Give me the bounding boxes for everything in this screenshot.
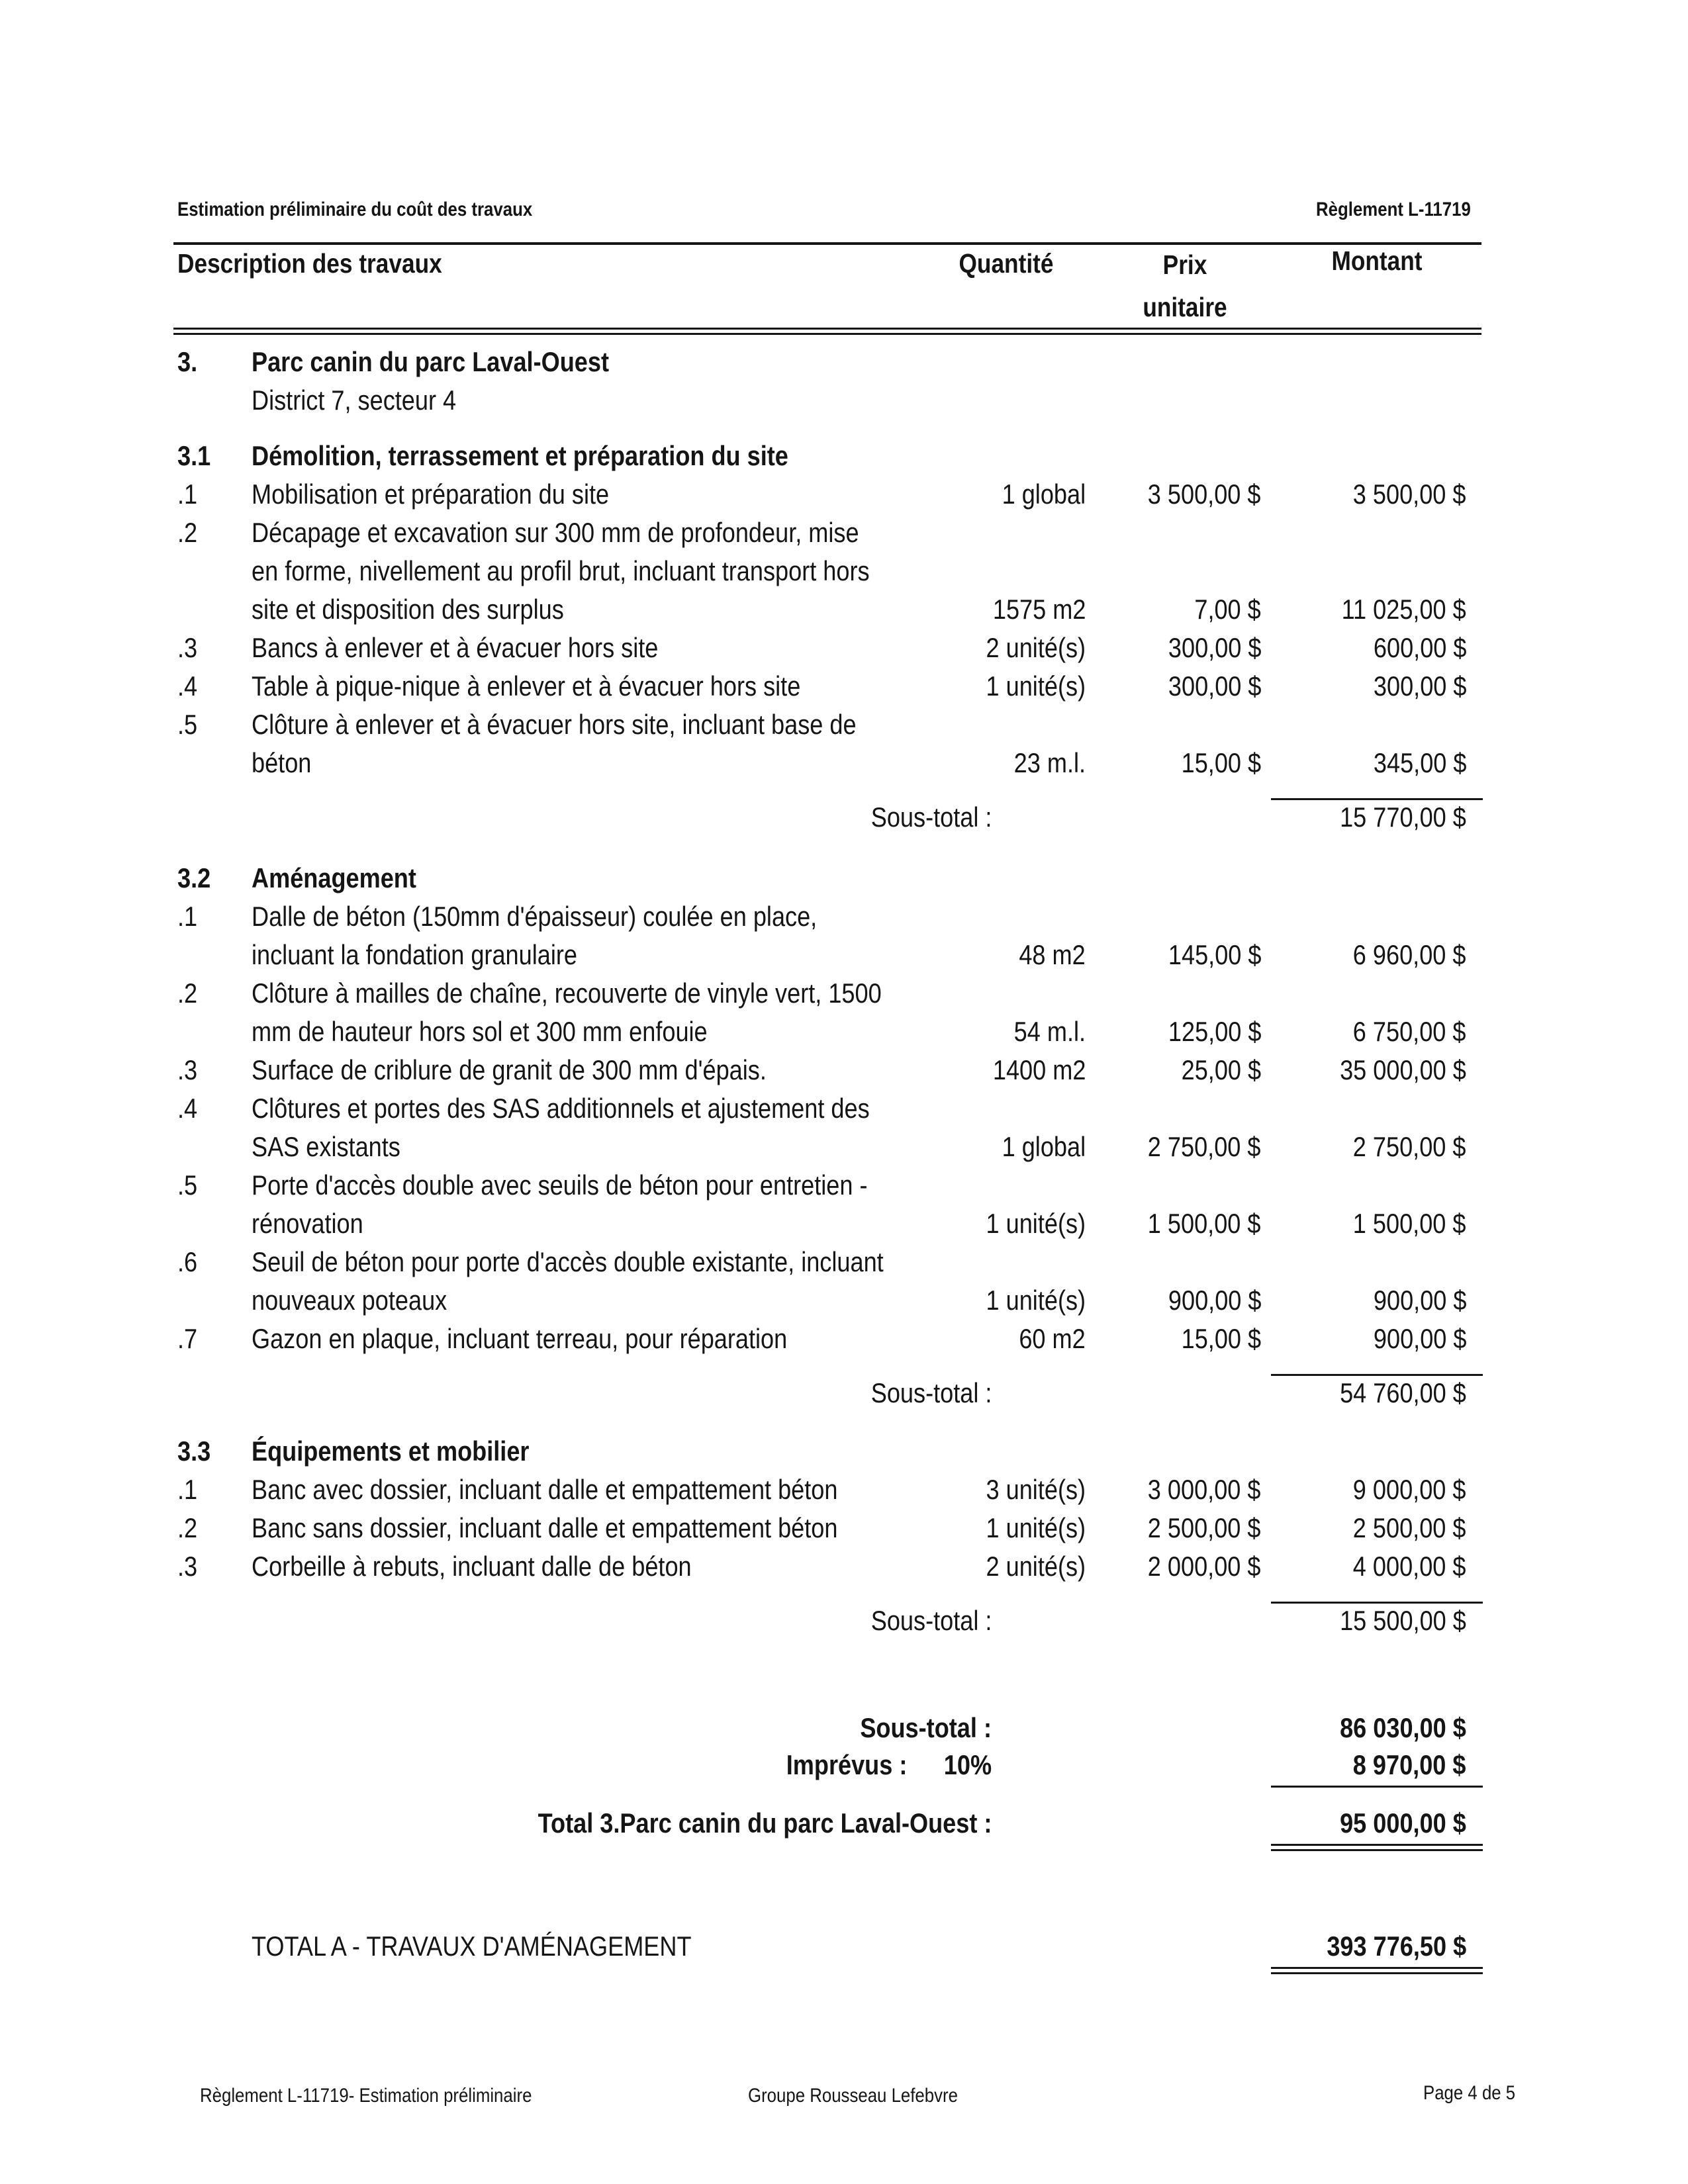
item-number: .2 (177, 517, 198, 548)
item-amount: 4 000,00 $ (1353, 1551, 1466, 1582)
group-number: 3.3 (177, 1435, 211, 1467)
item-number: .1 (177, 478, 198, 510)
item-number: .3 (177, 1551, 198, 1582)
item-amount: 35 000,00 $ (1340, 1054, 1466, 1085)
item-description-line: site et disposition des surplus (252, 594, 564, 625)
subtotal-amount: 15 770,00 $ (1340, 801, 1466, 833)
item-description-line: béton (252, 747, 312, 778)
item-description-line: Banc avec dossier, incluant dalle et empattement béton (252, 1474, 838, 1505)
item-description-line: Banc sans dossier, incluant dalle et empattement béton (252, 1512, 838, 1543)
item-unit-price: 1 500,00 $ (1148, 1208, 1261, 1239)
item-amount: 900,00 $ (1373, 1285, 1466, 1316)
grand-total-value: 393 776,50 $ (1327, 1931, 1466, 1962)
subtotal-label: Sous-total : (870, 1605, 992, 1636)
item-unit-price: 300,00 $ (1168, 632, 1261, 663)
column-quantity: Quantité (959, 248, 1054, 279)
item-description-line: Seuil de béton pour porte d'accès double existante, incluant (252, 1246, 884, 1277)
item-description-line: en forme, nivellement au profil brut, incluant transport hors (252, 555, 870, 586)
item-number: .1 (177, 1474, 198, 1505)
item-quantity: 3 unité(s) (986, 1474, 1086, 1505)
item-number: .3 (177, 1054, 198, 1085)
item-number: .6 (177, 1246, 198, 1277)
item-amount: 300,00 $ (1373, 670, 1466, 702)
column-unit-price-line2: unitaire (1143, 292, 1227, 322)
section-total-rule-1 (1271, 1844, 1483, 1846)
contingency-label: Imprévus : (786, 1749, 907, 1780)
item-description-line: rénovation (252, 1208, 363, 1239)
grand-total-rule-1 (1271, 1967, 1483, 1969)
item-quantity: 1 unité(s) (986, 1285, 1086, 1316)
group-title: Équipements et mobilier (252, 1435, 530, 1467)
item-quantity: 48 m2 (1019, 939, 1086, 970)
summary-subtotal: 86 030,00 $ (1340, 1712, 1466, 1743)
subtotal-label: Sous-total : (870, 1377, 992, 1408)
contingency-percent: 10% (943, 1749, 992, 1780)
section-total-rule-2 (1271, 1849, 1483, 1851)
footer-page-number: Page 4 de 5 (1423, 2082, 1516, 2104)
item-quantity: 54 m.l. (1013, 1016, 1086, 1047)
group-number: 3.1 (177, 440, 211, 471)
column-amount: Montant (1331, 246, 1423, 276)
item-unit-price: 900,00 $ (1168, 1285, 1261, 1316)
item-description-line: mm de hauteur hors sol et 300 mm enfouie (252, 1016, 708, 1047)
column-rule-1 (173, 328, 1481, 330)
item-quantity: 1 unité(s) (986, 1208, 1086, 1239)
item-amount: 6 960,00 $ (1353, 939, 1466, 970)
subtotal-amount: 15 500,00 $ (1340, 1605, 1466, 1636)
item-quantity: 2 unité(s) (986, 1551, 1086, 1582)
item-description-line: Bancs à enlever et à évacuer hors site (252, 632, 659, 663)
item-amount: 2 750,00 $ (1353, 1131, 1466, 1162)
item-amount: 6 750,00 $ (1353, 1016, 1466, 1047)
item-amount: 11 025,00 $ (1341, 594, 1466, 625)
item-amount: 9 000,00 $ (1353, 1474, 1466, 1505)
contingency-amount: 8 970,00 $ (1353, 1749, 1466, 1780)
item-quantity: 1 unité(s) (986, 1512, 1086, 1543)
item-unit-price: 2 000,00 $ (1148, 1551, 1261, 1582)
item-description-line: Gazon en plaque, incluant terreau, pour réparation (252, 1323, 788, 1354)
item-amount: 900,00 $ (1373, 1323, 1466, 1354)
item-unit-price: 2 750,00 $ (1148, 1131, 1261, 1162)
subtotal-label: Sous-total : (870, 801, 992, 833)
summary-rule (1271, 1786, 1483, 1788)
item-description-line: Décapage et excavation sur 300 mm de profondeur, mise (252, 517, 859, 548)
item-description-line: nouveaux poteaux (252, 1285, 447, 1316)
item-amount: 2 500,00 $ (1353, 1512, 1466, 1543)
item-description-line: Dalle de béton (150mm d'épaisseur) coulée en place, (252, 901, 818, 932)
item-number: .3 (177, 632, 198, 663)
item-quantity: 1575 m2 (992, 594, 1086, 625)
column-unit-price-line1: Prix (1162, 250, 1207, 280)
item-amount: 345,00 $ (1373, 747, 1466, 778)
column-description: Description des travaux (177, 248, 442, 279)
item-description-line: incluant la fondation granulaire (252, 939, 577, 970)
item-quantity: 23 m.l. (1013, 747, 1086, 778)
item-description-line: Clôture à enlever et à évacuer hors site, incluant base de (252, 709, 857, 740)
summary-subtotal-label: Sous-total : (860, 1712, 992, 1743)
item-number: .4 (177, 1093, 198, 1124)
item-quantity: 1 unité(s) (986, 670, 1086, 702)
section-subtitle: District 7, secteur 4 (252, 385, 457, 416)
item-unit-price: 125,00 $ (1168, 1016, 1261, 1047)
group-title: Démolition, terrassement et préparation du site (252, 440, 788, 471)
item-number: .7 (177, 1323, 198, 1354)
item-quantity: 1400 m2 (992, 1054, 1086, 1085)
item-description-line: Table à pique-nique à enlever et à évacuer hors site (252, 670, 801, 702)
item-number: .4 (177, 670, 198, 702)
group-title: Aménagement (252, 862, 416, 893)
item-quantity: 2 unité(s) (986, 632, 1086, 663)
item-description-line: Corbeille à rebuts, incluant dalle de béton (252, 1551, 692, 1582)
footer-firm: Groupe Rousseau Lefebvre (748, 2085, 958, 2107)
item-number: .5 (177, 709, 198, 740)
footer-bylaw: Règlement L-11719- Estimation préliminaire (200, 2085, 532, 2107)
item-description-line: Mobilisation et préparation du site (252, 478, 610, 510)
section-title: Parc canin du parc Laval-Ouest (252, 346, 609, 377)
group-number: 3.2 (177, 862, 211, 893)
item-description-line: Clôture à mailles de chaîne, recouverte de vinyle vert, 1500 (252, 978, 882, 1009)
item-number: .1 (177, 901, 198, 932)
item-number: .5 (177, 1169, 198, 1201)
item-description-line: Clôtures et portes des SAS additionnels et ajustement des (252, 1093, 870, 1124)
column-rule-2 (173, 333, 1481, 335)
item-unit-price: 3 500,00 $ (1148, 478, 1261, 510)
item-unit-price: 15,00 $ (1181, 1323, 1261, 1354)
item-number: .2 (177, 1512, 198, 1543)
item-unit-price: 25,00 $ (1181, 1054, 1261, 1085)
bylaw-reference: Règlement L-11719 (1316, 199, 1471, 220)
item-unit-price: 7,00 $ (1194, 594, 1261, 625)
item-amount: 1 500,00 $ (1353, 1208, 1466, 1239)
item-unit-price: 3 000,00 $ (1148, 1474, 1261, 1505)
item-unit-price: 15,00 $ (1181, 747, 1261, 778)
item-quantity: 60 m2 (1019, 1323, 1086, 1354)
item-description-line: Porte d'accès double avec seuils de béton pour entretien - (252, 1169, 868, 1201)
section-total: 95 000,00 $ (1340, 1807, 1466, 1839)
grand-total-label: TOTAL A - TRAVAUX D'AMÉNAGEMENT (252, 1931, 692, 1962)
item-unit-price: 145,00 $ (1168, 939, 1261, 970)
grand-total-rule-2 (1271, 1972, 1483, 1974)
item-amount: 600,00 $ (1373, 632, 1466, 663)
item-quantity: 1 global (1002, 1131, 1086, 1162)
item-description-line: SAS existants (252, 1131, 400, 1162)
section-total-label: Total 3.Parc canin du parc Laval-Ouest : (538, 1807, 992, 1839)
item-amount: 3 500,00 $ (1353, 478, 1466, 510)
item-description-line: Surface de criblure de granit de 300 mm d'épais. (252, 1054, 767, 1085)
item-unit-price: 300,00 $ (1168, 670, 1261, 702)
item-number: .2 (177, 978, 198, 1009)
subtotal-amount: 54 760,00 $ (1340, 1377, 1466, 1408)
item-quantity: 1 global (1002, 478, 1086, 510)
item-unit-price: 2 500,00 $ (1148, 1512, 1261, 1543)
document-title: Estimation préliminaire du coût des travaux (177, 199, 533, 220)
section-number: 3. (177, 346, 198, 377)
